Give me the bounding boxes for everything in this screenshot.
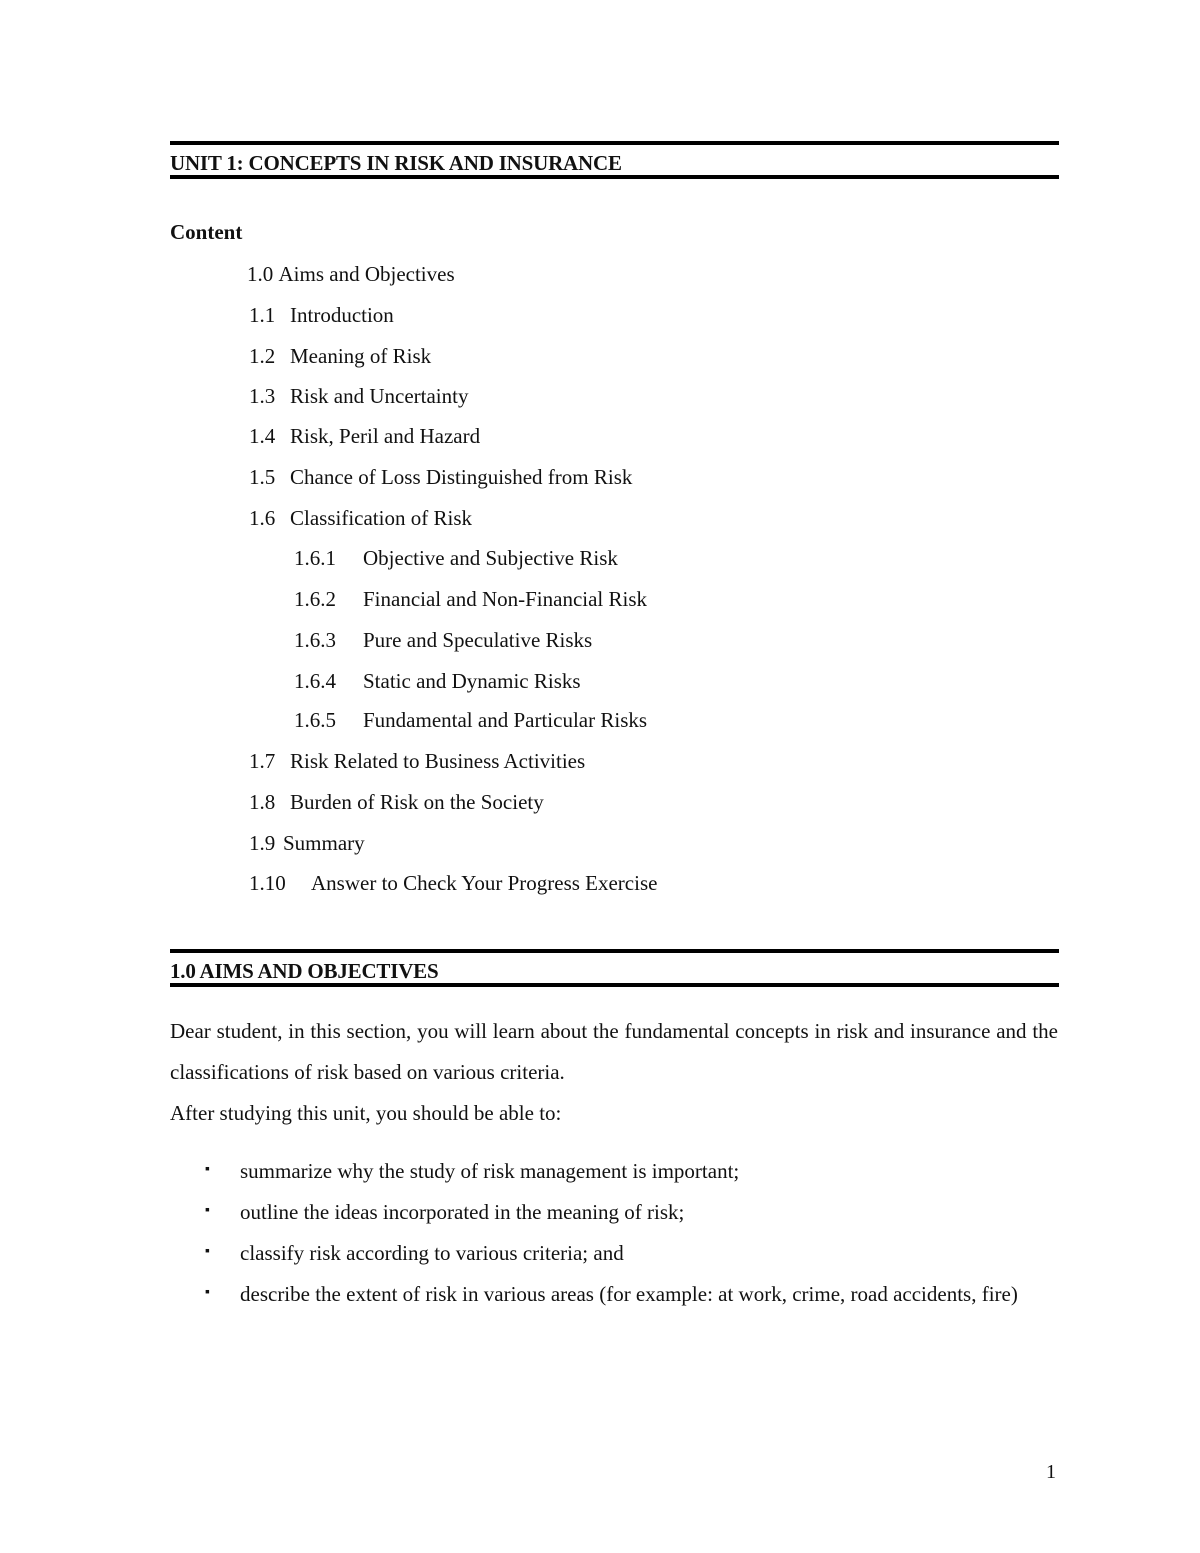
bullet-icon: ▪ bbox=[205, 1203, 210, 1218]
unit-heading-box bbox=[170, 141, 1059, 179]
toc-item-number: 1.7 bbox=[249, 749, 276, 773]
toc-item-number: 1.3 bbox=[249, 384, 276, 408]
bullet-icon: ▪ bbox=[205, 1162, 210, 1177]
toc-item-number: 1.6.5 bbox=[294, 708, 336, 732]
objective-item: outline the ideas incorporated in the meaning of risk; bbox=[240, 1200, 685, 1224]
toc-item-title: Risk, Peril and Hazard bbox=[290, 424, 481, 448]
toc-item bbox=[249, 343, 431, 369]
toc-item-title: Chance of Loss Distinguished from Risk bbox=[290, 465, 633, 489]
toc-item-number: 1.6.1 bbox=[294, 546, 336, 570]
toc-item-title: Introduction bbox=[290, 303, 394, 327]
objective-item: summarize why the study of risk management is important; bbox=[240, 1159, 740, 1183]
aims-heading-box bbox=[170, 949, 1059, 987]
toc-item-number: 1.10 bbox=[249, 871, 286, 895]
toc-item-title: Answer to Check Your Progress Exercise bbox=[311, 871, 658, 895]
toc-item-number: 1.6.4 bbox=[294, 669, 336, 693]
toc-item-number: 1.6.2 bbox=[294, 587, 336, 611]
toc-item bbox=[249, 383, 468, 409]
toc-item bbox=[249, 464, 632, 490]
intro-paragraph: Dear student, in this section, you will learn about the fundamental concepts in risk and insurance and the classifications of risk based on various criteria. bbox=[170, 1019, 1058, 1084]
toc-item bbox=[249, 505, 472, 531]
toc-item-title: Objective and Subjective Risk bbox=[363, 546, 618, 570]
toc-item-number: 1.6 bbox=[249, 506, 276, 530]
toc-item-number: 1.2 bbox=[249, 344, 276, 368]
toc-subitem bbox=[294, 586, 647, 612]
objective-item: describe the extent of risk in various areas (for example: at work, crime, road accidents, fire) bbox=[240, 1282, 1018, 1306]
toc-subitem bbox=[294, 627, 592, 653]
toc-item-number: 1.4 bbox=[249, 424, 276, 448]
toc-item bbox=[249, 870, 657, 896]
content-label: Content bbox=[170, 220, 243, 244]
bullet-icon: ▪ bbox=[205, 1244, 210, 1259]
toc-item bbox=[249, 830, 365, 856]
toc-item-number: 1.5 bbox=[249, 465, 276, 489]
toc-item-number: 1.8 bbox=[249, 790, 276, 814]
toc-item-title: Risk Related to Business Activities bbox=[290, 749, 586, 773]
toc-item-title: Pure and Speculative Risks bbox=[363, 628, 593, 652]
toc-item-title: Fundamental and Particular Risks bbox=[363, 708, 648, 732]
toc-item-title: Classification of Risk bbox=[290, 506, 472, 530]
unit-heading: UNIT 1: CONCEPTS IN RISK AND INSURANCE bbox=[170, 151, 622, 175]
toc-item-title: Risk and Uncertainty bbox=[290, 384, 469, 408]
toc-subitem bbox=[294, 545, 618, 571]
bullet-icon: ▪ bbox=[205, 1285, 210, 1300]
toc-item-title: Financial and Non-Financial Risk bbox=[363, 587, 648, 611]
page-number: 1 bbox=[1046, 1461, 1056, 1483]
aims-heading: 1.0 AIMS AND OBJECTIVES bbox=[170, 959, 439, 983]
toc-item-title: Meaning of Risk bbox=[290, 344, 432, 368]
toc-item-number: 1.9 bbox=[249, 831, 276, 855]
toc-item bbox=[249, 423, 480, 449]
toc-item-number: 1.0 bbox=[247, 262, 274, 286]
objective-item: classify risk according to various criteria; and bbox=[240, 1241, 624, 1265]
toc-item bbox=[249, 748, 585, 774]
toc-item-title: Burden of Risk on the Society bbox=[290, 790, 544, 814]
after-studying-text: After studying this unit, you should be able to: bbox=[170, 1101, 562, 1125]
toc-item bbox=[249, 789, 544, 815]
toc-subitem bbox=[294, 668, 581, 694]
toc-item bbox=[247, 261, 455, 287]
toc-item-title: Summary bbox=[283, 831, 365, 855]
toc-item-title: Static and Dynamic Risks bbox=[363, 669, 581, 693]
toc-item bbox=[249, 302, 394, 328]
toc-item-number: 1.6.3 bbox=[294, 628, 336, 652]
toc-item-title: Aims and Objectives bbox=[278, 262, 455, 286]
toc-subitem bbox=[294, 707, 647, 733]
toc-item-number: 1.1 bbox=[249, 303, 276, 327]
